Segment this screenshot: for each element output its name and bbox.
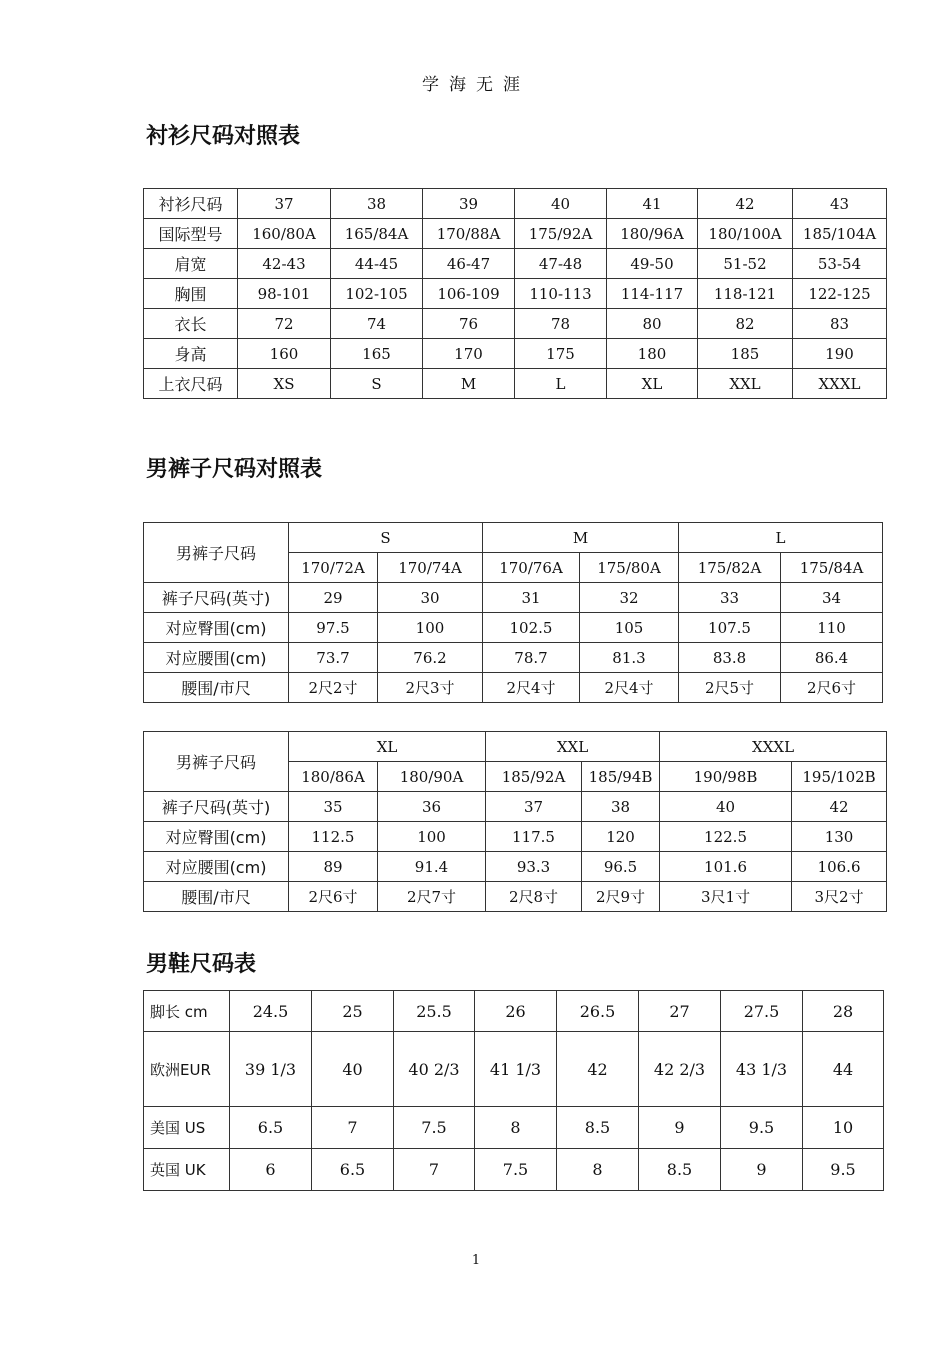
table-cell: 26.5 (557, 991, 639, 1032)
table-cell: 78 (515, 309, 607, 339)
table-cell: 6.5 (312, 1149, 394, 1191)
table-cell: 102.5 (483, 613, 580, 643)
model-cell: 180/90A (378, 762, 486, 792)
table-cell: 41 (607, 189, 698, 219)
table-cell: 165 (331, 339, 423, 369)
table-cell: 44 (803, 1032, 884, 1107)
table-cell: 31 (483, 583, 580, 613)
table-cell: 39 (423, 189, 515, 219)
table-cell: 110-113 (515, 279, 607, 309)
table-cell: 114-117 (607, 279, 698, 309)
size-group-header: S (289, 523, 483, 553)
header-row (144, 523, 883, 553)
table-cell: 41 1/3 (475, 1032, 557, 1107)
table-cell: 98-101 (238, 279, 331, 309)
table-cell: 44-45 (331, 249, 423, 279)
row-label: 对应臀围(cm) (144, 822, 289, 852)
table-cell: 8 (557, 1149, 639, 1191)
row-label: 上衣尺码 (144, 369, 238, 399)
corner-label: 男裤子尺码 (144, 523, 289, 583)
table-row (144, 279, 887, 309)
table-cell: 46-47 (423, 249, 515, 279)
table-cell: 82 (698, 309, 793, 339)
table-cell: 106.6 (792, 852, 887, 882)
table-cell: 72 (238, 309, 331, 339)
table-cell: 170 (423, 339, 515, 369)
table-cell: 122-125 (793, 279, 887, 309)
table-cell: 8 (475, 1107, 557, 1149)
table-cell: 43 1/3 (721, 1032, 803, 1107)
table-cell: 2尺5寸 (679, 673, 781, 703)
pants-size-table-1 (143, 522, 883, 703)
table-row (144, 852, 887, 882)
table-cell: 28 (803, 991, 884, 1032)
table-cell: L (515, 369, 607, 399)
shirt-section-title: 衬衫尺码对照表 (146, 124, 301, 149)
table-cell: 35 (289, 792, 378, 822)
table-cell: 47-48 (515, 249, 607, 279)
table-cell: 2尺6寸 (289, 882, 378, 912)
table-cell: 7.5 (475, 1149, 557, 1191)
table-cell: 170/88A (423, 219, 515, 249)
table-cell: XXL (698, 369, 793, 399)
table-cell: 27 (639, 991, 721, 1032)
table-cell: 40 (312, 1032, 394, 1107)
table-cell: 6.5 (230, 1107, 312, 1149)
table-cell: 165/84A (331, 219, 423, 249)
table-cell: 100 (378, 822, 486, 852)
row-label: 腰围/市尺 (144, 673, 289, 703)
pants-table-1-body (144, 523, 883, 703)
row-label: 衣长 (144, 309, 238, 339)
row-label: 身高 (144, 339, 238, 369)
model-cell: 180/86A (289, 762, 378, 792)
table-cell: 2尺7寸 (378, 882, 486, 912)
table-cell: 175/92A (515, 219, 607, 249)
model-cell: 175/82A (679, 553, 781, 583)
table-cell: XXXL (793, 369, 887, 399)
table-cell: 26 (475, 991, 557, 1032)
table-cell: 76.2 (378, 643, 483, 673)
pants-table-2-body (144, 732, 887, 912)
table-row (144, 792, 887, 822)
row-label: 国际型号 (144, 219, 238, 249)
model-cell: 170/72A (289, 553, 378, 583)
table-cell: 38 (582, 792, 660, 822)
table-cell: 3尺2寸 (792, 882, 887, 912)
table-cell: XL (607, 369, 698, 399)
table-row (144, 643, 883, 673)
table-cell: 27.5 (721, 991, 803, 1032)
model-cell: 190/98B (660, 762, 792, 792)
table-row (144, 673, 883, 703)
shirt-table-body (144, 189, 887, 399)
table-cell: 10 (803, 1107, 884, 1149)
page-number: 1 (471, 1253, 481, 1268)
row-label: 衬衫尺码 (144, 189, 238, 219)
shirt-size-table (143, 188, 887, 399)
table-cell: M (423, 369, 515, 399)
model-cell: 195/102B (792, 762, 887, 792)
table-row (144, 249, 887, 279)
table-cell: 105 (580, 613, 679, 643)
row-label: 裤子尺码(英寸) (144, 792, 289, 822)
table-cell: 9.5 (803, 1149, 884, 1191)
table-cell: 118-121 (698, 279, 793, 309)
table-cell: 83.8 (679, 643, 781, 673)
table-cell: 96.5 (582, 852, 660, 882)
size-group-header: L (679, 523, 883, 553)
pants-section-title: 男裤子尺码对照表 (146, 457, 323, 482)
table-row (144, 822, 887, 852)
table-cell: 42 (792, 792, 887, 822)
table-cell: 2尺4寸 (483, 673, 580, 703)
model-cell: 170/76A (483, 553, 580, 583)
table-cell: 53-54 (793, 249, 887, 279)
table-cell: 97.5 (289, 613, 378, 643)
table-row (144, 189, 887, 219)
row-label: 脚长 cm (144, 991, 230, 1032)
table-row (144, 219, 887, 249)
table-cell: 6 (230, 1149, 312, 1191)
table-cell: 100 (378, 613, 483, 643)
table-cell: 49-50 (607, 249, 698, 279)
table-cell: 29 (289, 583, 378, 613)
row-label: 裤子尺码(英寸) (144, 583, 289, 613)
row-label: 胸围 (144, 279, 238, 309)
table-cell: 39 1/3 (230, 1032, 312, 1107)
table-cell: 24.5 (230, 991, 312, 1032)
row-label: 肩宽 (144, 249, 238, 279)
table-cell: 3尺1寸 (660, 882, 792, 912)
table-cell: S (331, 369, 423, 399)
table-cell: 160/80A (238, 219, 331, 249)
table-cell: 185 (698, 339, 793, 369)
table-cell: 117.5 (486, 822, 582, 852)
row-label: 对应腰围(cm) (144, 643, 289, 673)
model-cell: 175/84A (781, 553, 883, 583)
table-cell: 8.5 (557, 1107, 639, 1149)
table-row (144, 991, 884, 1032)
table-cell: 7 (394, 1149, 475, 1191)
table-row (144, 1107, 884, 1149)
table-row (144, 339, 887, 369)
table-row (144, 1032, 884, 1107)
table-cell: 9 (721, 1149, 803, 1191)
table-cell: 25 (312, 991, 394, 1032)
table-cell: 86.4 (781, 643, 883, 673)
table-cell: 107.5 (679, 613, 781, 643)
table-cell: 81.3 (580, 643, 679, 673)
table-cell: 40 (660, 792, 792, 822)
table-cell: 37 (238, 189, 331, 219)
table-cell: 180/96A (607, 219, 698, 249)
table-cell: 40 (515, 189, 607, 219)
table-cell: 2尺4寸 (580, 673, 679, 703)
table-cell: 42 (698, 189, 793, 219)
table-cell: 33 (679, 583, 781, 613)
pants-size-table-2 (143, 731, 887, 912)
table-row (144, 369, 887, 399)
table-cell: 36 (378, 792, 486, 822)
table-cell: 180 (607, 339, 698, 369)
table-cell: 110 (781, 613, 883, 643)
header-row (144, 732, 887, 762)
table-cell: 73.7 (289, 643, 378, 673)
table-cell: 89 (289, 852, 378, 882)
row-label: 美国 US (144, 1107, 230, 1149)
table-cell: 130 (792, 822, 887, 852)
table-cell: 101.6 (660, 852, 792, 882)
table-cell: 185/104A (793, 219, 887, 249)
row-label: 对应臀围(cm) (144, 613, 289, 643)
row-label: 欧洲EUR (144, 1032, 230, 1107)
table-cell: 180/100A (698, 219, 793, 249)
table-cell: XS (238, 369, 331, 399)
table-cell: 175 (515, 339, 607, 369)
table-cell: 2尺8寸 (486, 882, 582, 912)
model-cell: 175/80A (580, 553, 679, 583)
table-cell: 7 (312, 1107, 394, 1149)
table-cell: 102-105 (331, 279, 423, 309)
table-cell: 160 (238, 339, 331, 369)
table-cell: 40 2/3 (394, 1032, 475, 1107)
row-label: 腰围/市尺 (144, 882, 289, 912)
table-cell: 34 (781, 583, 883, 613)
table-cell: 74 (331, 309, 423, 339)
table-cell: 7.5 (394, 1107, 475, 1149)
model-cell: 185/92A (486, 762, 582, 792)
table-cell: 2尺2寸 (289, 673, 378, 703)
size-group-header: XL (289, 732, 486, 762)
size-group-header: M (483, 523, 679, 553)
table-cell: 51-52 (698, 249, 793, 279)
shoe-size-table (143, 990, 884, 1191)
row-label: 对应腰围(cm) (144, 852, 289, 882)
table-cell: 112.5 (289, 822, 378, 852)
table-cell: 2尺3寸 (378, 673, 483, 703)
table-cell: 30 (378, 583, 483, 613)
table-cell: 122.5 (660, 822, 792, 852)
table-cell: 8.5 (639, 1149, 721, 1191)
table-cell: 93.3 (486, 852, 582, 882)
table-cell: 9 (639, 1107, 721, 1149)
table-cell: 42 (557, 1032, 639, 1107)
table-cell: 37 (486, 792, 582, 822)
table-cell: 91.4 (378, 852, 486, 882)
table-row (144, 583, 883, 613)
model-cell: 185/94B (582, 762, 660, 792)
table-cell: 38 (331, 189, 423, 219)
size-group-header: XXL (486, 732, 660, 762)
size-group-header: XXXL (660, 732, 887, 762)
table-row (144, 309, 887, 339)
table-cell: 120 (582, 822, 660, 852)
table-cell: 43 (793, 189, 887, 219)
table-cell: 42-43 (238, 249, 331, 279)
table-cell: 190 (793, 339, 887, 369)
table-row (144, 882, 887, 912)
table-cell: 80 (607, 309, 698, 339)
table-cell: 9.5 (721, 1107, 803, 1149)
shoe-table-body (144, 991, 884, 1191)
table-cell: 78.7 (483, 643, 580, 673)
table-cell: 2尺6寸 (781, 673, 883, 703)
table-row (144, 613, 883, 643)
shoe-section-title: 男鞋尺码表 (146, 952, 257, 977)
table-cell: 32 (580, 583, 679, 613)
table-cell: 2尺9寸 (582, 882, 660, 912)
row-label: 英国 UK (144, 1149, 230, 1191)
table-cell: 106-109 (423, 279, 515, 309)
model-cell: 170/74A (378, 553, 483, 583)
corner-label: 男裤子尺码 (144, 732, 289, 792)
table-row (144, 1149, 884, 1191)
table-cell: 25.5 (394, 991, 475, 1032)
table-cell: 76 (423, 309, 515, 339)
table-cell: 83 (793, 309, 887, 339)
table-cell: 42 2/3 (639, 1032, 721, 1107)
page-header: 学海无涯 (422, 75, 530, 95)
